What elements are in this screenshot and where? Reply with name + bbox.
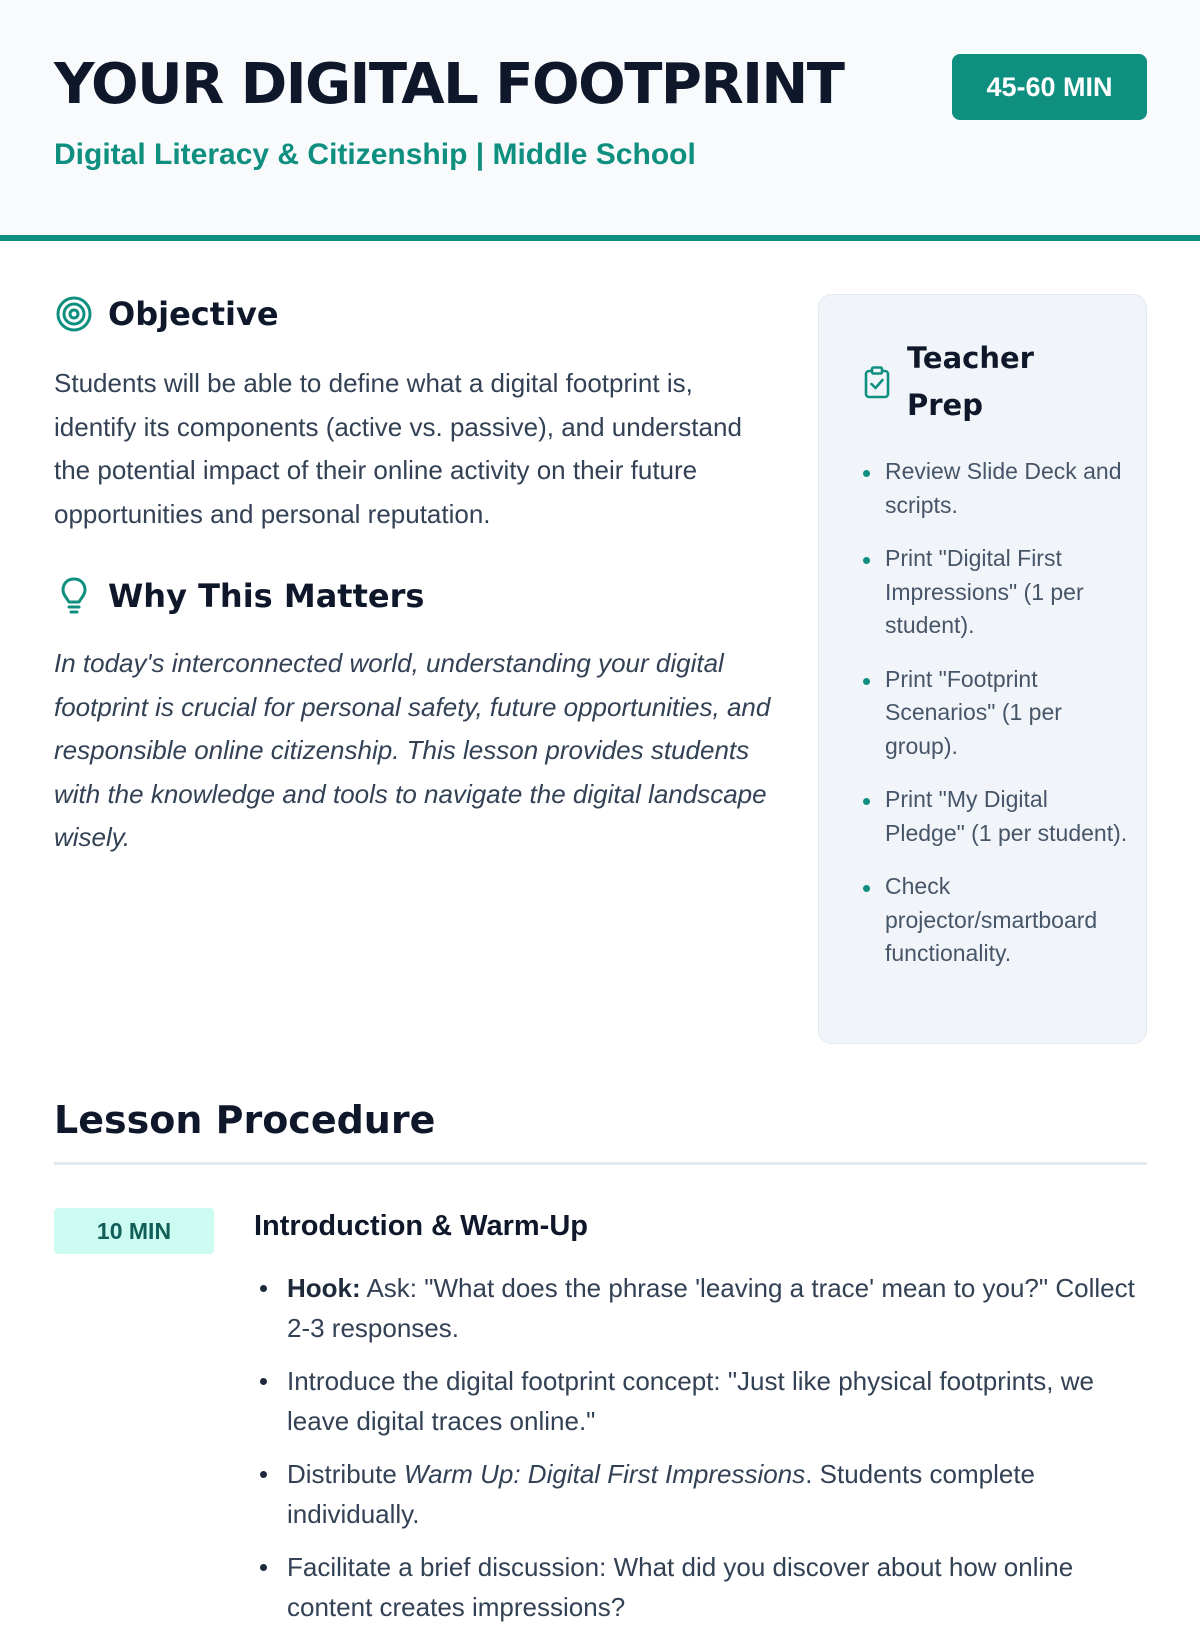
list-item [254,1361,1147,1441]
clipboard-check-icon [863,364,893,400]
hook-label: Hook: [287,1273,361,1303]
course-subtitle: Digital Literacy & Citizenship | Middle School [54,138,696,171]
why-heading [54,576,424,616]
teacher-prep-card [818,294,1147,1044]
activity-text: Introduce the digital footprint concept: "Just like physical footprints, we leave digital traces online." [287,1366,1094,1436]
hook-text: Ask: "What does the phrase 'leaving a trace' mean to you?" Collect 2-3 responses. [287,1273,1135,1343]
lesson-header [0,0,1200,241]
activity-prefix: Distribute [287,1459,405,1489]
list-item: Print "Footprint Scenarios" (1 per group). [861,663,1131,764]
worksheet-title: Warm Up: Digital First Impressions [404,1459,806,1489]
duration-badge: 45-60 MIN [952,54,1147,120]
list-item [254,1454,1147,1534]
step-activity-list [254,1268,1147,1640]
procedure-divider [54,1162,1147,1165]
list-item: Print "My Digital Pledge" (1 per student). [861,783,1131,850]
objective-heading-label: Objective [108,295,279,333]
teacher-prep-title: Teacher Prep [907,341,1034,422]
target-icon [54,294,94,334]
teacher-prep-heading [863,335,1087,429]
why-heading-label: Why This Matters [108,577,425,615]
objective-heading [54,294,279,334]
list-item [254,1547,1147,1627]
list-item: Review Slide Deck and scripts. [861,455,1131,522]
activity-suffix: . Students complete individually. [287,1459,1036,1529]
list-item [254,1268,1147,1348]
list-item: Check projector/smartboard functionality. [861,870,1131,971]
why-text: In today's interconnected world, understanding your digital footprint is crucial for personal safety, future opportunities, and responsible online citizenship. This lesson provides students with the knowledge and tools to navigate the digital landscape wisely. [54,648,771,852]
step-duration-badge: 10 MIN [54,1208,214,1254]
list-item: Print "Digital First Impressions" (1 per student). [861,542,1131,643]
teacher-prep-list [861,455,1131,991]
step-title: Introduction & Warm-Up [254,1210,588,1242]
page-title: YOUR DIGITAL FOOTPRINT [54,52,844,117]
objective-text: Students will be able to define what a digital footprint is, identify its components (active vs. passive), and understand the potential impact of their online activity on their future opportunities and personal reputation. [54,368,742,529]
procedure-heading: Lesson Procedure [54,1098,436,1142]
activity-text: Facilitate a brief discussion: What did you discover about how online content creates impressions? [287,1552,1074,1622]
lightbulb-icon [54,576,94,616]
